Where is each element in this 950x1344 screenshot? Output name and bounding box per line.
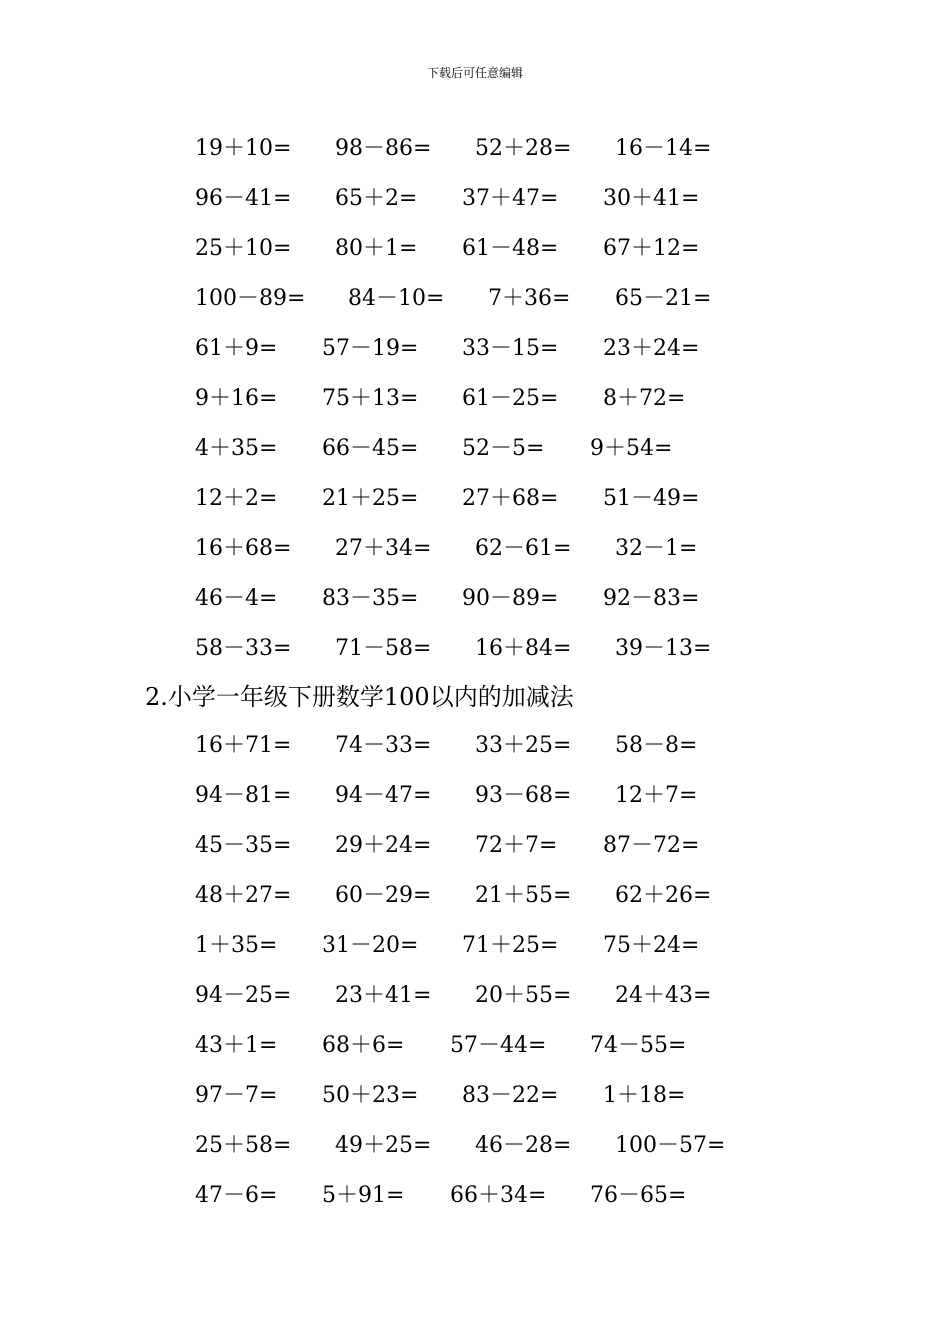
math-problem: 65＋2=	[335, 186, 418, 211]
problem-row	[0, 484, 950, 514]
math-problem: 57－44=	[450, 1033, 547, 1058]
problem-row	[0, 434, 950, 464]
math-problem: 9＋54=	[590, 436, 673, 461]
math-problem: 23＋41=	[335, 983, 432, 1008]
math-problem: 92－83=	[603, 586, 700, 611]
math-problem: 67＋12=	[603, 236, 700, 261]
math-problem: 100－89=	[195, 286, 306, 311]
math-problem: 94－47=	[335, 783, 432, 808]
math-problem: 1＋18=	[603, 1083, 686, 1108]
math-problem: 90－89=	[462, 586, 559, 611]
math-problem: 39－13=	[615, 636, 712, 661]
math-problem: 29＋24=	[335, 833, 432, 858]
math-problem: 71＋25=	[462, 933, 559, 958]
math-problem: 80＋1=	[335, 236, 418, 261]
math-problem: 46－4=	[195, 586, 278, 611]
math-problem: 60－29=	[335, 883, 432, 908]
math-problem: 97－7=	[195, 1083, 278, 1108]
math-problem: 31－20=	[322, 933, 419, 958]
problem-row	[0, 234, 950, 264]
math-problem: 84－10=	[348, 286, 445, 311]
problem-row	[0, 881, 950, 911]
problem-row	[0, 981, 950, 1011]
problem-row	[0, 831, 950, 861]
math-problem: 12＋2=	[195, 486, 278, 511]
math-problem: 30＋41=	[603, 186, 700, 211]
math-problem: 62－61=	[475, 536, 572, 561]
math-problem: 58－33=	[195, 636, 292, 661]
math-problem: 61＋9=	[195, 336, 278, 361]
math-problem: 65－21=	[615, 286, 712, 311]
math-problem: 1＋35=	[195, 933, 278, 958]
problem-row	[0, 184, 950, 214]
problem-row	[0, 634, 950, 664]
math-problem: 47－6=	[195, 1183, 278, 1208]
math-problem: 16－14=	[615, 136, 712, 161]
math-problem: 48＋27=	[195, 883, 292, 908]
math-problem: 49＋25=	[335, 1133, 432, 1158]
math-problem: 52－5=	[462, 436, 545, 461]
math-problem: 87－72=	[603, 833, 700, 858]
problem-row	[0, 731, 950, 761]
math-problem: 93－68=	[475, 783, 572, 808]
math-problem: 61－48=	[462, 236, 559, 261]
math-problem: 94－25=	[195, 983, 292, 1008]
math-problem: 25＋58=	[195, 1133, 292, 1158]
math-problem: 27＋34=	[335, 536, 432, 561]
math-problem: 5＋91=	[322, 1183, 405, 1208]
math-problem: 21＋25=	[322, 486, 419, 511]
math-problem: 37＋47=	[462, 186, 559, 211]
math-problem: 32－1=	[615, 536, 698, 561]
math-problem: 9＋16=	[195, 386, 278, 411]
math-problem: 21＋55=	[475, 883, 572, 908]
math-problem: 75＋24=	[603, 933, 700, 958]
math-problem: 98－86=	[335, 136, 432, 161]
math-problem: 7＋36=	[488, 286, 571, 311]
math-problem: 19＋10=	[195, 136, 292, 161]
math-problem: 71－58=	[335, 636, 432, 661]
math-problem: 12＋7=	[615, 783, 698, 808]
math-problem: 94－81=	[195, 783, 292, 808]
math-problem: 74－55=	[590, 1033, 687, 1058]
page-header: 下载后可任意编辑	[426, 66, 523, 80]
math-problem: 27＋68=	[462, 486, 559, 511]
math-problem: 62＋26=	[615, 883, 712, 908]
math-problem: 61－25=	[462, 386, 559, 411]
problem-row	[0, 384, 950, 414]
problem-row	[0, 134, 950, 164]
math-problem: 16＋71=	[195, 733, 292, 758]
math-problem: 52＋28=	[475, 136, 572, 161]
math-problem: 24＋43=	[615, 983, 712, 1008]
problem-row	[0, 1031, 950, 1061]
math-problem: 72＋7=	[475, 833, 558, 858]
math-problem: 74－33=	[335, 733, 432, 758]
math-problem: 100－57=	[615, 1133, 726, 1158]
problem-row	[0, 584, 950, 614]
math-problem: 33－15=	[462, 336, 559, 361]
math-problem: 75＋13=	[322, 386, 419, 411]
problem-row	[0, 781, 950, 811]
math-problem: 8＋72=	[603, 386, 686, 411]
math-problem: 33＋25=	[475, 733, 572, 758]
math-problem: 46－28=	[475, 1133, 572, 1158]
problem-row	[0, 1181, 950, 1211]
section-2-heading: 2.小学一年级下册数学100以内的加减法	[145, 683, 574, 711]
math-problem: 16＋84=	[475, 636, 572, 661]
math-problem: 66＋34=	[450, 1183, 547, 1208]
math-problem: 16＋68=	[195, 536, 292, 561]
math-problem: 50＋23=	[322, 1083, 419, 1108]
math-problem: 57－19=	[322, 336, 419, 361]
math-problem: 83－22=	[462, 1083, 559, 1108]
math-problem: 68＋6=	[322, 1033, 405, 1058]
math-problem: 23＋24=	[603, 336, 700, 361]
math-problem: 4＋35=	[195, 436, 278, 461]
math-problem: 83－35=	[322, 586, 419, 611]
problem-row	[0, 1131, 950, 1161]
math-problem: 58－8=	[615, 733, 698, 758]
math-problem: 96－41=	[195, 186, 292, 211]
math-problem: 43＋1=	[195, 1033, 278, 1058]
problem-row	[0, 334, 950, 364]
problem-row	[0, 1081, 950, 1111]
math-problem: 51－49=	[603, 486, 700, 511]
problem-row	[0, 534, 950, 564]
math-problem: 76－65=	[590, 1183, 687, 1208]
problem-row	[0, 931, 950, 961]
math-problem: 20＋55=	[475, 983, 572, 1008]
problem-row	[0, 284, 950, 314]
math-problem: 25＋10=	[195, 236, 292, 261]
math-problem: 66－45=	[322, 436, 419, 461]
math-problem: 45－35=	[195, 833, 292, 858]
